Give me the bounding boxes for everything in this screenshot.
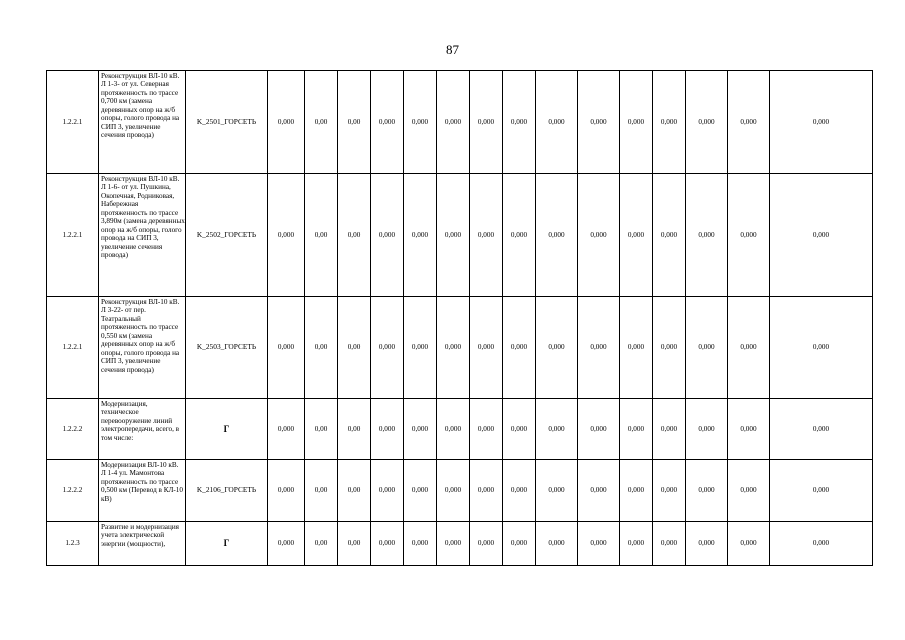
value-cell: 0,00: [338, 297, 371, 399]
value-cell: 0,000: [268, 297, 305, 399]
table-row: [47, 297, 873, 399]
value-cell: 0,000: [770, 297, 873, 399]
value-cell: 0,000: [653, 71, 686, 174]
value-cell: 0,000: [686, 297, 728, 399]
value-cell: 0,00: [305, 174, 338, 297]
project-code-cell: K_2106_ГОРСЕТЬ: [186, 460, 268, 522]
value-cell: 0,000: [620, 399, 653, 460]
value-cell: 0,000: [536, 399, 578, 460]
value-cell: 0,000: [686, 71, 728, 174]
value-cell: 0,000: [404, 71, 437, 174]
value-cell: 0,000: [653, 174, 686, 297]
value-cell: 0,000: [620, 297, 653, 399]
value-cell: 0,000: [503, 297, 536, 399]
value-cell: 0,000: [470, 174, 503, 297]
value-cell: 0,000: [503, 399, 536, 460]
table-body: [47, 71, 873, 566]
value-cell: 0,000: [686, 174, 728, 297]
value-cell: 0,000: [770, 522, 873, 566]
value-cell: 0,000: [404, 174, 437, 297]
value-cell: 0,000: [536, 174, 578, 297]
value-cell: 0,000: [437, 71, 470, 174]
value-cell: 0,000: [620, 522, 653, 566]
table-row: [47, 174, 873, 297]
value-cell: 0,000: [653, 522, 686, 566]
value-cell: 0,000: [503, 460, 536, 522]
value-cell: 0,000: [470, 522, 503, 566]
value-cell: 0,00: [338, 174, 371, 297]
value-cell: 0,000: [728, 297, 770, 399]
value-cell: 0,000: [770, 399, 873, 460]
project-code-cell: K_2502_ГОРСЕТЬ: [186, 174, 268, 297]
value-cell: 0,00: [305, 297, 338, 399]
value-cell: 0,000: [404, 522, 437, 566]
value-cell: 0,000: [268, 522, 305, 566]
row-number-cell: 1.2.2.1: [47, 174, 99, 297]
value-cell: 0,000: [371, 71, 404, 174]
value-cell: 0,000: [437, 522, 470, 566]
project-code-cell: K_2501_ГОРСЕТЬ: [186, 71, 268, 174]
value-cell: 0,00: [305, 71, 338, 174]
description-cell: Модернизация, техническое перевооружение линий электропередачи, всего, в том числе:: [99, 399, 186, 460]
value-cell: 0,000: [578, 399, 620, 460]
row-number-cell: 1.2.3: [47, 522, 99, 566]
value-cell: 0,00: [338, 460, 371, 522]
value-cell: 0,000: [653, 399, 686, 460]
value-cell: 0,000: [686, 522, 728, 566]
value-cell: 0,000: [536, 522, 578, 566]
description-cell: Реконструкция ВЛ-10 кВ. Л 1-3- от ул. Северная протяженность по трассе 0,700 км (замена деревянных опор на ж/б опоры, голого провода на СИП 3, увеличение сечения провода): [99, 71, 186, 174]
value-cell: 0,000: [728, 174, 770, 297]
value-cell: 0,000: [770, 460, 873, 522]
value-cell: 0,000: [653, 460, 686, 522]
project-code-cell: Г: [186, 399, 268, 460]
value-cell: 0,000: [770, 71, 873, 174]
row-number-cell: 1.2.2.2: [47, 460, 99, 522]
table-row: [47, 71, 873, 174]
investment-table: [46, 70, 873, 566]
value-cell: 0,000: [371, 460, 404, 522]
value-cell: 0,000: [437, 460, 470, 522]
value-cell: 0,000: [620, 174, 653, 297]
value-cell: 0,000: [728, 460, 770, 522]
value-cell: 0,000: [503, 71, 536, 174]
value-cell: 0,000: [728, 399, 770, 460]
value-cell: 0,000: [371, 174, 404, 297]
value-cell: 0,000: [578, 460, 620, 522]
value-cell: 0,000: [653, 297, 686, 399]
value-cell: 0,000: [536, 71, 578, 174]
value-cell: 0,000: [578, 174, 620, 297]
value-cell: 0,000: [470, 399, 503, 460]
project-code-cell: Г: [186, 522, 268, 566]
value-cell: 0,00: [305, 399, 338, 460]
value-cell: 0,000: [404, 399, 437, 460]
value-cell: 0,000: [371, 399, 404, 460]
value-cell: 0,000: [728, 71, 770, 174]
value-cell: 0,000: [578, 297, 620, 399]
value-cell: 0,000: [470, 460, 503, 522]
value-cell: 0,000: [268, 71, 305, 174]
table-row: [47, 399, 873, 460]
value-cell: 0,000: [470, 71, 503, 174]
value-cell: 0,000: [686, 460, 728, 522]
value-cell: 0,000: [536, 460, 578, 522]
value-cell: 0,000: [437, 297, 470, 399]
value-cell: 0,000: [437, 174, 470, 297]
page-number: 87: [446, 42, 459, 57]
value-cell: 0,000: [404, 297, 437, 399]
project-code-cell: K_2503_ГОРСЕТЬ: [186, 297, 268, 399]
value-cell: 0,00: [338, 522, 371, 566]
value-cell: 0,000: [578, 522, 620, 566]
table-row: [47, 460, 873, 522]
description-cell: Модернизация ВЛ-10 кВ. Л 1-4 ул. Мамонтова протяженность по трассе 0,500 км (Перевод в КЛ-10 кВ): [99, 460, 186, 522]
row-number-cell: 1.2.2.2: [47, 399, 99, 460]
value-cell: 0,000: [536, 297, 578, 399]
row-number-cell: 1.2.2.1: [47, 71, 99, 174]
value-cell: 0,000: [686, 399, 728, 460]
value-cell: 0,000: [578, 71, 620, 174]
value-cell: 0,000: [620, 460, 653, 522]
value-cell: 0,000: [404, 460, 437, 522]
value-cell: 0,000: [503, 174, 536, 297]
description-cell: Развитие и модернизация учета электрической энергии (мощности),: [99, 522, 186, 566]
value-cell: 0,000: [503, 522, 536, 566]
value-cell: 0,000: [371, 297, 404, 399]
value-cell: 0,000: [620, 71, 653, 174]
value-cell: 0,000: [437, 399, 470, 460]
table-row: [47, 522, 873, 566]
value-cell: 0,00: [305, 522, 338, 566]
value-cell: 0,000: [268, 399, 305, 460]
value-cell: 0,000: [470, 297, 503, 399]
value-cell: 0,000: [770, 174, 873, 297]
value-cell: 0,00: [338, 399, 371, 460]
value-cell: 0,000: [371, 522, 404, 566]
value-cell: 0,00: [338, 71, 371, 174]
value-cell: 0,000: [268, 460, 305, 522]
description-cell: Реконструкция ВЛ-10 кВ. Л 3-22- от пер. Театральный протяженность по трассе 0,550 км (замена деревянных опор на ж/б опоры, голого провода на СИП 3, увеличение сечения провода): [99, 297, 186, 399]
value-cell: 0,000: [728, 522, 770, 566]
value-cell: 0,000: [268, 174, 305, 297]
row-number-cell: 1.2.2.1: [47, 297, 99, 399]
value-cell: 0,00: [305, 460, 338, 522]
description-cell: Реконструкция ВЛ-10 кВ. Л 1-6- от ул. Пушкина, Окопечная, Родниковая, Набережная протяженность по трассе 3,890м (замена деревянных опор на ж/б опоры, голого провода на СИП 3, увеличение сечения провода): [99, 174, 186, 297]
